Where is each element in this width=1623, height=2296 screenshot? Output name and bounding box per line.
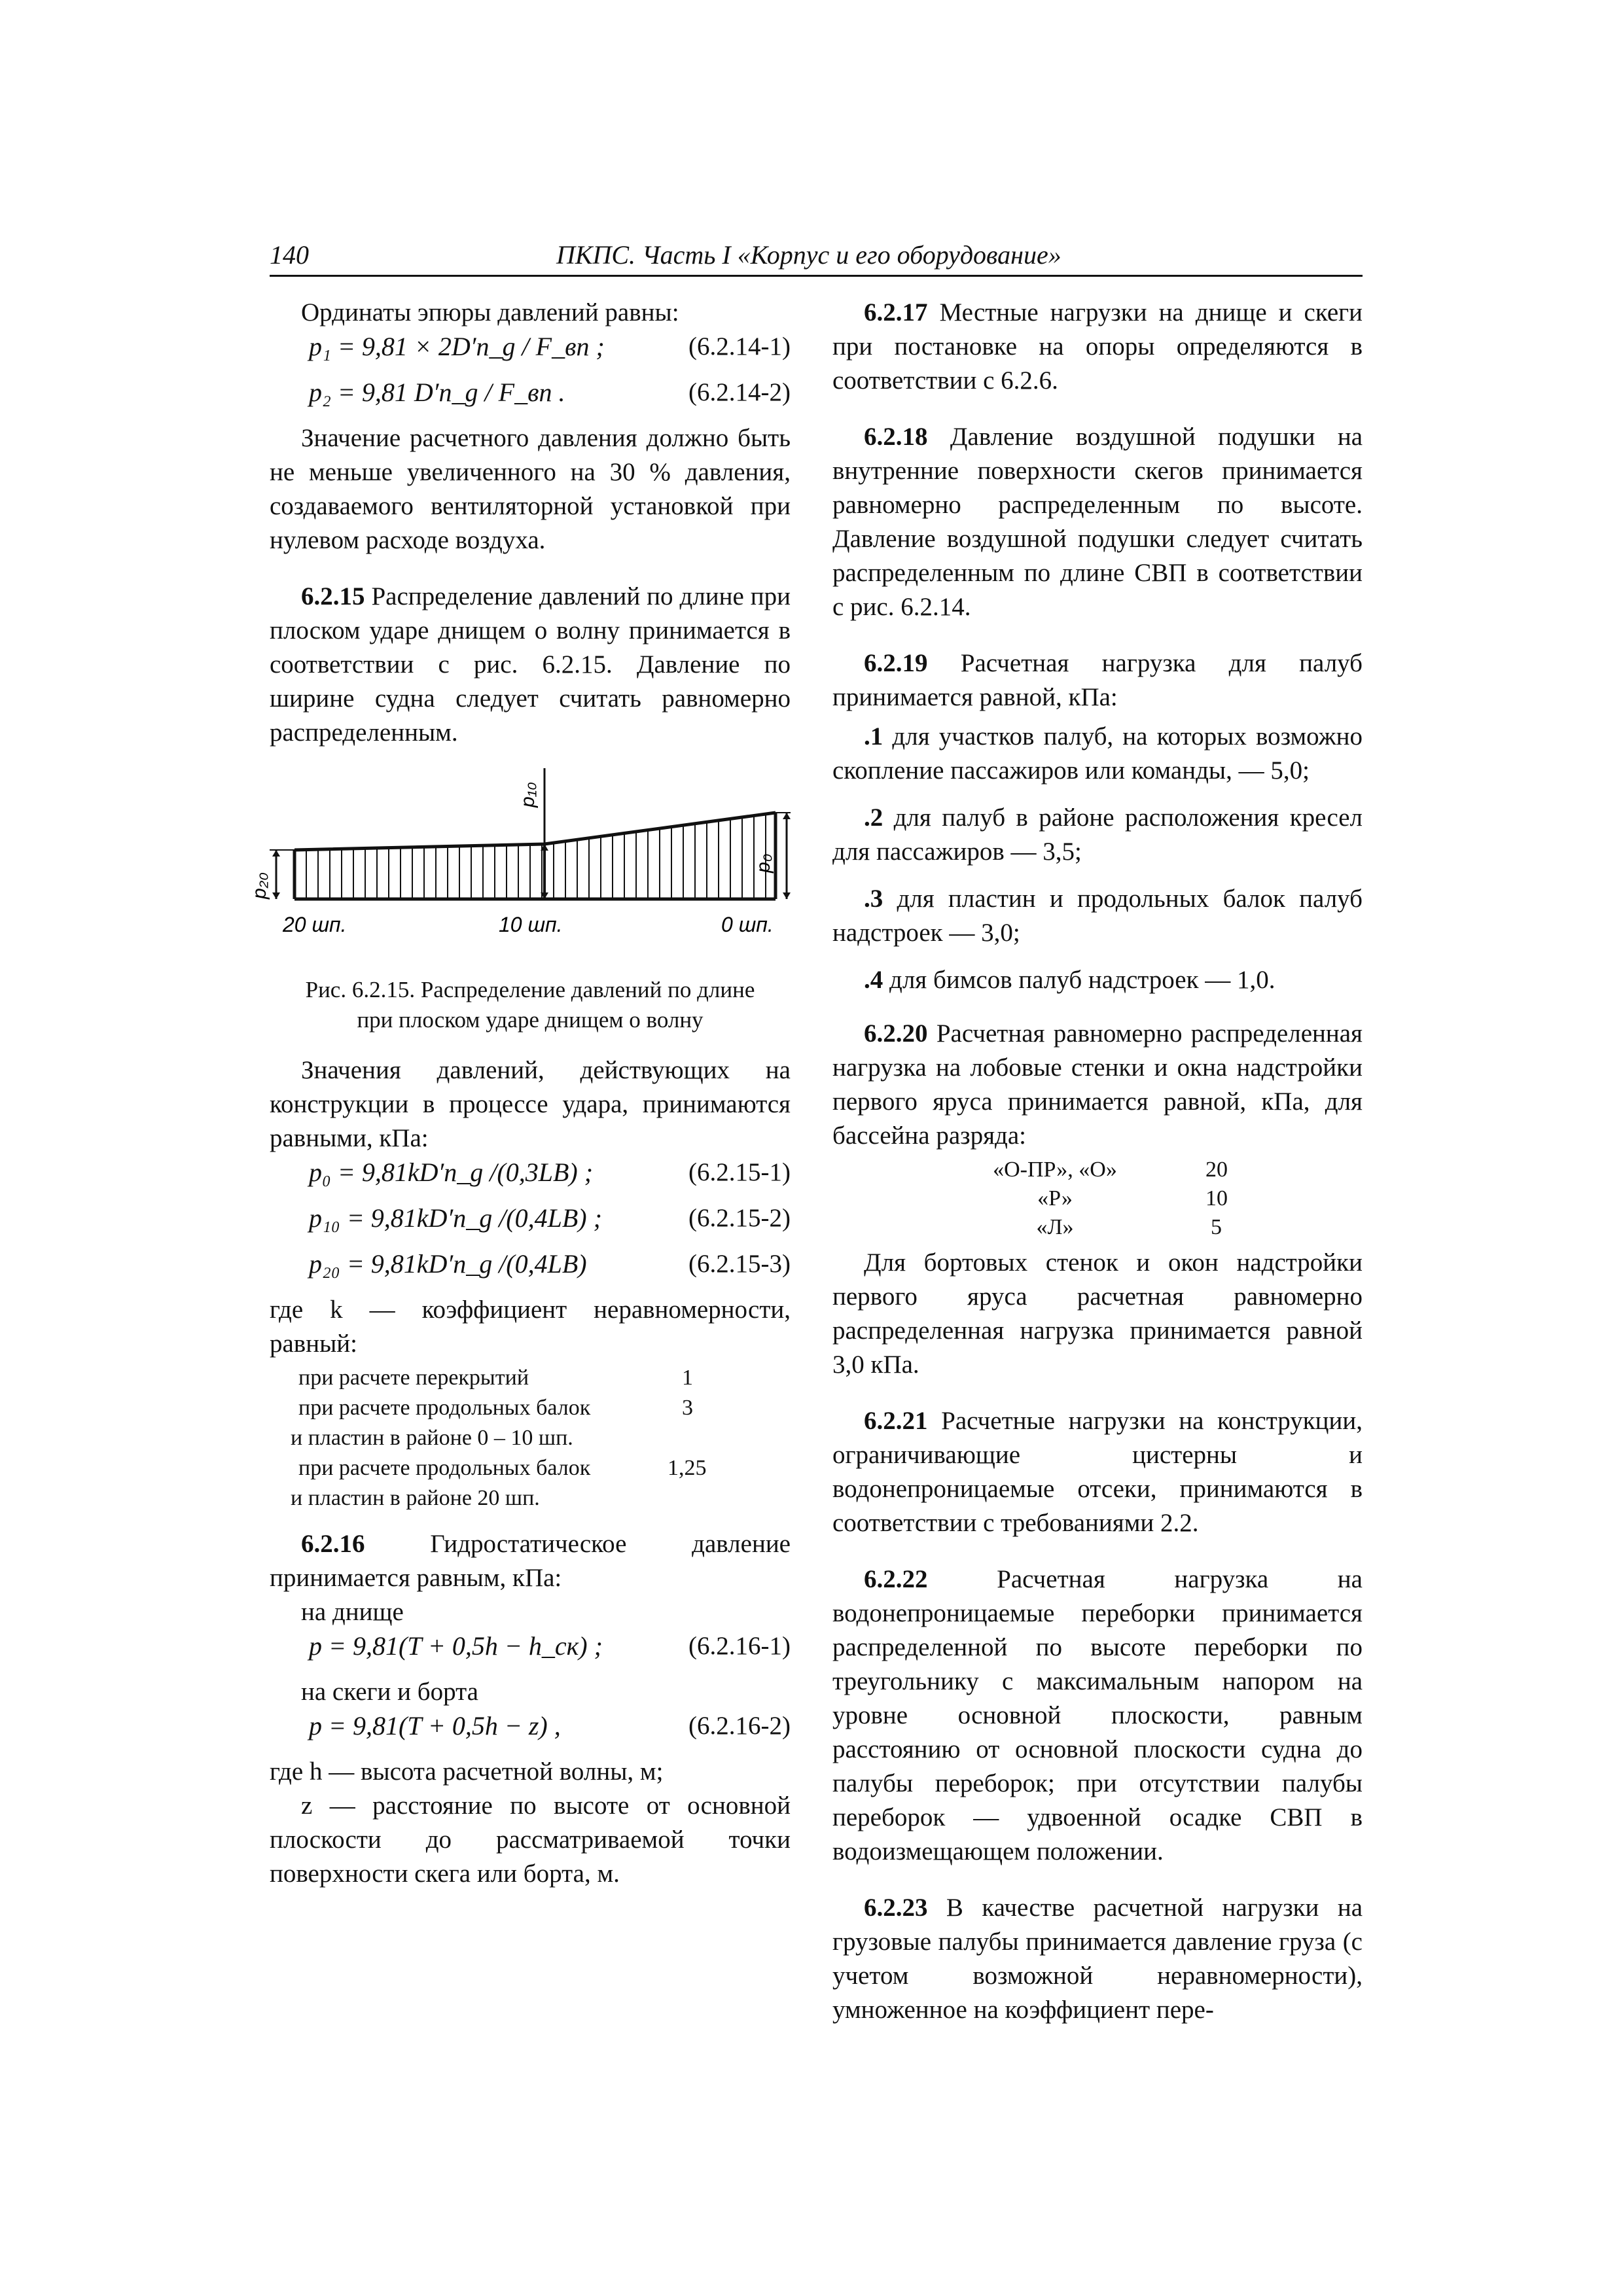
formula-number: (6.2.15-2)	[688, 1204, 791, 1232]
rate-value: 10	[1205, 1186, 1228, 1210]
intro-text: Ординаты эпюры давлений равны:	[301, 298, 679, 327]
rate-value: 20	[1205, 1157, 1228, 1182]
formula-number: (6.2.14-2)	[688, 378, 791, 406]
where-z: z — расстояние по высоте от основной плоскости до рассматриваемой точки поверхности скега или борта, м.	[270, 1792, 791, 1888]
formula-expression: p = 9,81(T + 0,5h − h_ск) ;	[309, 1631, 603, 1661]
x-label-10: 10 шп.	[499, 913, 563, 936]
coef-label: при расчете продольных балок	[298, 1396, 591, 1420]
list-item	[832, 882, 1363, 950]
formula-expression: p₂ = 9,81 D′n_g / F_вп .	[309, 378, 565, 407]
label-p20: p₂₀	[249, 872, 270, 899]
right-column	[832, 296, 1363, 2027]
section-text: Гидростатическое давление принимается равным, кПа:	[270, 1530, 791, 1592]
section-text: В качестве расчетной нагрузки на грузовые палубы принимается давление груза (с учетом возможной неравномерности), умноженное на коэффициент пере-	[832, 1894, 1363, 2024]
paragraph-pressure-value: Значение расчетного давления должно быть не меньше увеличенного на 30 % давления, создаваемого вентиляторной установкой при нулевом расходе воздуха.	[270, 424, 791, 554]
formula-6-2-16-2	[270, 1709, 791, 1748]
item-number: .4	[864, 966, 883, 994]
section-6-2-18	[832, 420, 1363, 624]
hatch-lines	[306, 814, 766, 899]
formula-number: (6.2.15-1)	[688, 1158, 791, 1186]
section-number: 6.2.17	[864, 298, 928, 327]
coef-row-continuation	[270, 1421, 791, 1451]
section-6-2-19	[832, 646, 1363, 715]
rate-label: «О-ПР», «О»	[993, 1157, 1117, 1182]
section-6-2-22	[832, 1563, 1363, 1869]
item-text: для бимсов палуб надстроек — 1,0.	[889, 966, 1275, 994]
formula-6-2-14-2	[270, 376, 791, 415]
section-text: Местные нагрузки на днище и скеги при постановке на опоры определяются в соответствии с 6.2.6.	[832, 298, 1363, 395]
pressure-diagram	[249, 768, 791, 964]
where-k: где k — коэффициент неравномерности, равный:	[270, 1296, 791, 1358]
coef-label: и пластин в районе 20 шп.	[291, 1486, 540, 1510]
formula-expression: p₁ = 9,81 × 2D′n_g / F_вп ;	[309, 332, 605, 361]
section-number: 6.2.16	[301, 1530, 365, 1558]
item-number: .2	[864, 804, 883, 832]
where-h: где h — высота расчетной волны, м;	[270, 1757, 664, 1786]
section-6-2-21	[832, 1404, 1363, 1540]
formula-6-2-15-1	[270, 1156, 791, 1195]
coef-row	[270, 1391, 791, 1421]
section-text: Расчетные нагрузки на конструкции, ограничивающие цистерны и водонепроницаемые отсеки, принимаются в соответствии с требованиями 2.2.	[832, 1407, 1363, 1537]
running-title: ПКПС. Часть I «Корпус и его оборудование»	[556, 240, 1061, 270]
coef-value: 1,25	[668, 1456, 707, 1480]
coef-row	[270, 1451, 791, 1481]
rate-value: 5	[1211, 1215, 1222, 1239]
section-text: Давление воздушной подушки на внутренние поверхности скегов принимается равномерно распределенным по высоте. Давление воздушной подушки следует считать распределенным по длине СВП в соответствии с рис. 6.2.14.	[832, 423, 1363, 621]
section-6-2-16	[270, 1527, 791, 1595]
page-number: 140	[270, 240, 309, 270]
paragraph-side-walls: Для бортовых стенок и окон надстройки первого яруса расчетная равномерно распределенная нагрузка принимается равной 3,0 кПа.	[832, 1248, 1363, 1379]
coef-label: при расчете перекрытий	[298, 1366, 529, 1390]
item-text: для пластин и продольных балок палуб надстроек — 3,0;	[832, 885, 1363, 947]
formula-expression: p₂₀ = 9,81kD′n_g /(0,4LB)	[309, 1249, 587, 1279]
section-text: Расчетная нагрузка на водонепроницаемые переборки принимается распределенной по высоте переборки по треугольнику с максимальным напором на уровне основной плоскости, равным расстоянию от основной плоскости судна до палубы переборок; при отсутствии палубы переборок — удвоенной осадке СВП в водоизмещающем положении.	[832, 1565, 1363, 1865]
list-item	[832, 720, 1363, 788]
section-text: Расчетная равномерно распределенная нагрузка на лобовые стенки и окна надстройки первого яруса принимается равной, кПа, для бассейна разряда:	[832, 1019, 1363, 1150]
section-number: 6.2.21	[864, 1407, 928, 1435]
p0-arrow-top	[783, 813, 791, 819]
section-6-2-23	[832, 1891, 1363, 2027]
formula-number: (6.2.16-2)	[688, 1712, 791, 1740]
rate-label: «Л»	[1036, 1215, 1074, 1239]
formula-6-2-14-1	[270, 330, 791, 369]
coef-value: 1	[682, 1366, 693, 1390]
rate-label: «Р»	[1037, 1186, 1073, 1210]
label-bottom: на днище	[301, 1598, 404, 1626]
p0-arrow-bottom	[783, 892, 791, 899]
formula-number: (6.2.14-1)	[688, 332, 791, 361]
formula-expression: p₁₀ = 9,81kD′n_g /(0,4LB) ;	[309, 1203, 602, 1233]
caption-line-2: при плоском ударе днищем о волну	[357, 1007, 704, 1033]
p20-arrow-top	[272, 850, 280, 857]
left-column	[249, 296, 791, 1891]
coef-row-continuation	[270, 1481, 791, 1511]
formula-number: (6.2.16-1)	[688, 1632, 791, 1660]
section-text: Распределение давлений по длине при плоском ударе днищем о волну принимается в соответствии с рис. 6.2.15. Давление по ширине судна следует считать равномерно распределенным.	[270, 582, 791, 747]
section-number: 6.2.15	[301, 582, 365, 610]
caption-line-1: Рис. 6.2.15. Распределение давлений по длине	[305, 977, 755, 1002]
section-6-2-17	[832, 296, 1363, 398]
coef-label: и пластин в районе 0 – 10 шп.	[291, 1426, 573, 1450]
item-text: для участков палуб, на которых возможно скопление пассажиров или команды, — 5,0;	[832, 722, 1363, 785]
coef-value: 3	[682, 1396, 693, 1420]
p20-arrow-bottom	[272, 892, 280, 899]
item-number: .3	[864, 885, 883, 913]
formula-expression: p = 9,81(T + 0,5h − z) ,	[309, 1711, 561, 1740]
page-header	[270, 237, 1363, 277]
formula-6-2-16-1	[270, 1629, 791, 1669]
label-p10: p₁₀	[517, 782, 539, 807]
section-number: 6.2.18	[864, 423, 928, 451]
list-item	[832, 963, 1363, 997]
paragraph-impact-pressures: Значения давлений, действующих на конструкции в процессе удара, принимаются равными, кПа:	[270, 1056, 791, 1152]
section-number: 6.2.23	[864, 1894, 928, 1922]
formula-6-2-15-3	[270, 1247, 791, 1286]
label-p0: p₀	[753, 853, 774, 873]
section-number: 6.2.19	[864, 649, 928, 677]
figure-6-2-15	[249, 768, 791, 964]
formula-expression: p₀ = 9,81kD′n_g /(0,3LB) ;	[309, 1157, 594, 1187]
section-6-2-20	[832, 1017, 1363, 1153]
x-label-0: 0 шп.	[721, 913, 774, 936]
item-text: для палуб в районе расположения кресел для пассажиров — 3,5;	[832, 804, 1363, 866]
coef-row	[270, 1361, 791, 1391]
coef-label: при расчете продольных балок	[298, 1456, 591, 1480]
list-item	[832, 801, 1363, 869]
label-skegs-sides: на скеги и борта	[301, 1678, 478, 1706]
section-6-2-15	[270, 580, 791, 750]
section-text: Расчетная нагрузка для палуб принимается равной, кПа:	[832, 649, 1363, 711]
figure-caption	[270, 975, 791, 1035]
section-number: 6.2.20	[864, 1019, 928, 1048]
x-label-20: 20 шп.	[283, 913, 347, 936]
formula-6-2-15-2	[270, 1201, 791, 1241]
basin-rate-table	[832, 1153, 1363, 1239]
section-number: 6.2.22	[864, 1565, 928, 1593]
formula-number: (6.2.15-3)	[688, 1250, 791, 1278]
item-number: .1	[864, 722, 883, 751]
pressure-curve	[294, 813, 776, 850]
